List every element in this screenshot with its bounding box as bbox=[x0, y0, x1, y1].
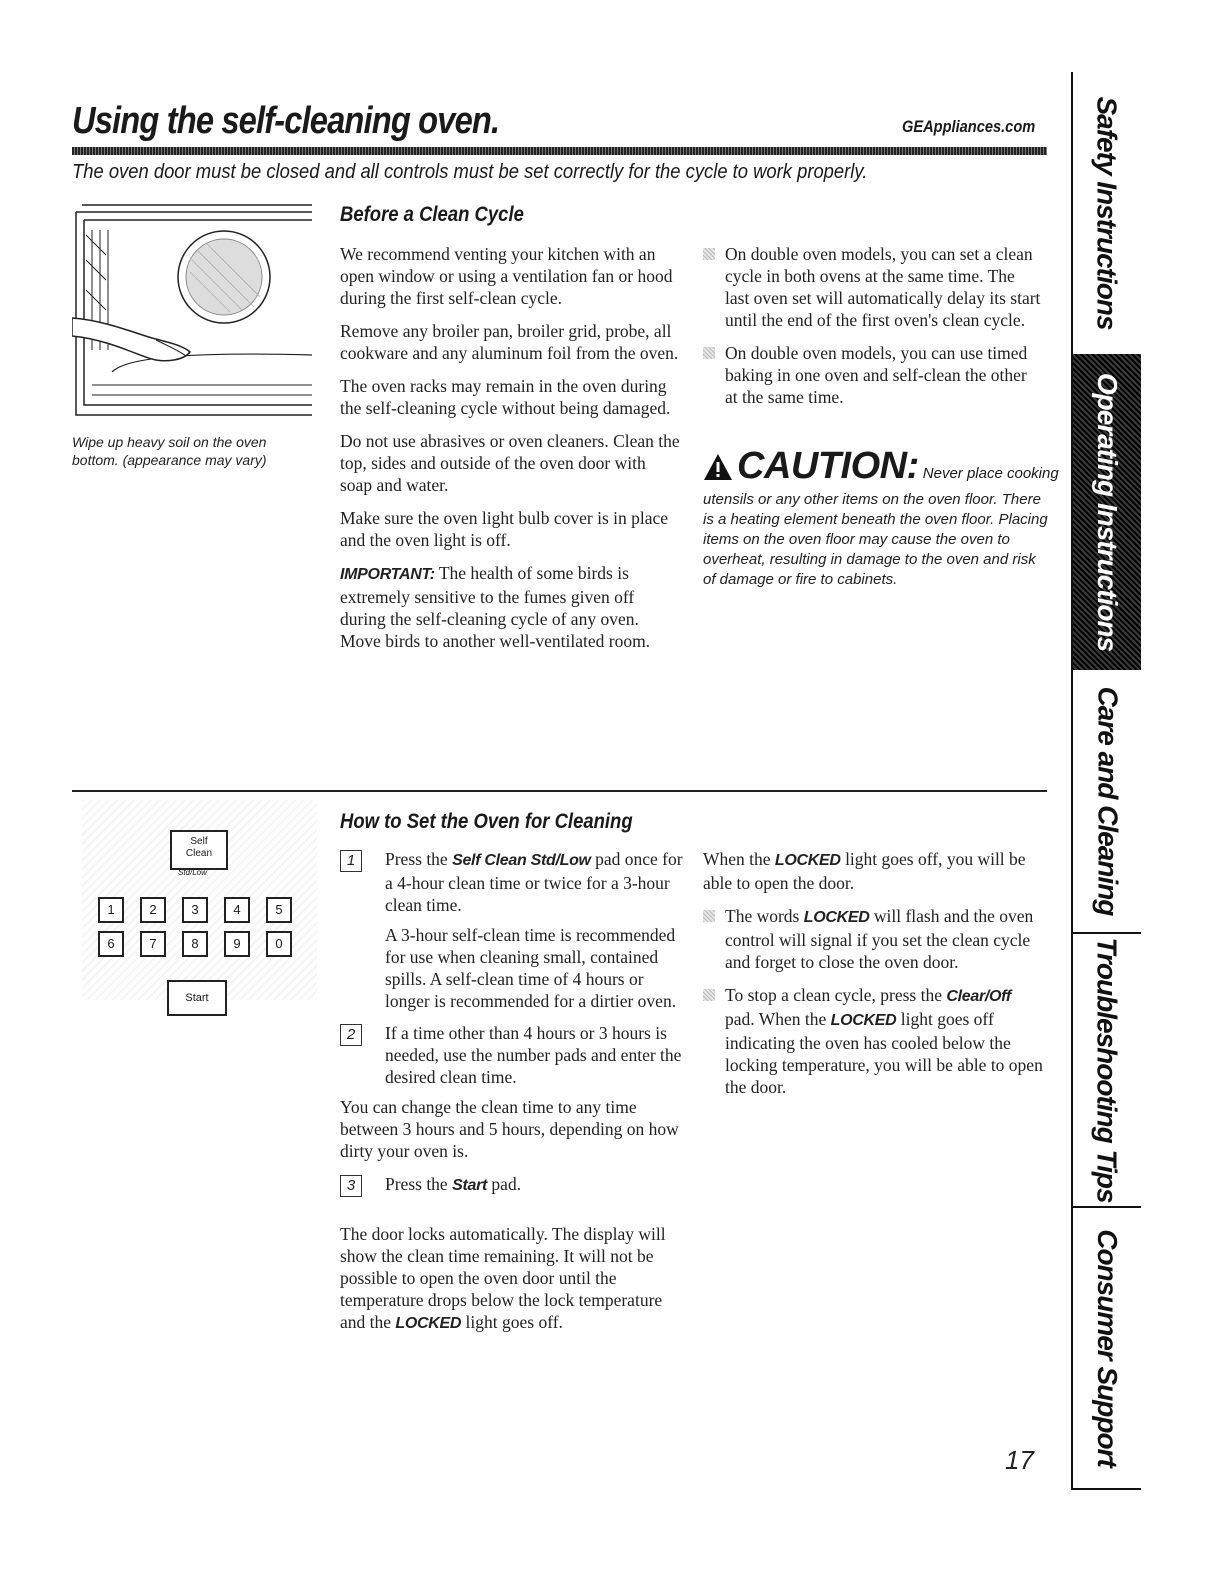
tab-bottom-rule bbox=[1071, 1488, 1141, 1490]
page-title: Using the self-cleaning oven. bbox=[72, 100, 500, 142]
caution-text: utensils or any other items on the oven floor. There is a heating element beneath the oven floor. Placing items on the oven floor may cause the oven to overheat, resulting in damage to the oven and risk of damage or fire to cabinets. bbox=[703, 491, 1048, 588]
how-to-column-left bbox=[340, 848, 685, 1346]
tab-care-and-cleaning[interactable]: Care and Cleaning bbox=[1071, 670, 1141, 932]
before-clean-column-right bbox=[703, 243, 1043, 419]
how-to-column-right: When the LOCKED light goes off, you will be able to open the door. The words LOCKED will flash and the oven control will signal if you set the clean cycle and forget to close the oven door. To stop a clean cycle, press the Clear/Off pad. When the LOCKED light goes off indicating the oven has cooled below the locking temperature, you will be able to open the door. bbox=[703, 849, 1043, 1097]
important-label: IMPORTANT: bbox=[340, 566, 435, 583]
change-time-text: You can change the clean time to any time between 3 hours and 5 hours, depending on how dirty your oven is. bbox=[340, 1097, 679, 1161]
tab-consumer-support[interactable]: Consumer Support bbox=[1071, 1208, 1141, 1488]
site-url[interactable]: GEAppliances.com bbox=[902, 117, 1036, 136]
caution-block bbox=[703, 445, 1059, 590]
warning-icon bbox=[703, 453, 733, 486]
number-key-0[interactable]: 0 bbox=[266, 931, 292, 957]
step-2-number: 2 bbox=[340, 1024, 362, 1046]
start-key[interactable]: Start bbox=[167, 980, 227, 1016]
number-key-5[interactable]: 5 bbox=[266, 897, 292, 923]
double-oven-bullet-1: On double oven models, you can set a clean cycle in both ovens at the same time. The last oven set will automatically delay its start until the end of the first oven's clean cycle. bbox=[703, 243, 1043, 331]
before-clean-column-left: We recommend venting your kitchen with an open window or using a ventilation fan or hood during the first self-clean cycle. Remove any broiler pan, broiler grid, probe, all cookware and any aluminum foil from the oven. The oven racks may remain in the oven during the self-cleaning cycle without being damaged. Do not use abrasives or oven cleaners. Clean the top, sides and outside of the oven door with soap and water. Make sure the oven light bulb cover is in place and the oven light is off. IMPORTANT: The health of some birds is extremely sensitive to the fumes given off during the self-cleaning cycle of any oven. Move birds to another well-ventilated room. bbox=[340, 244, 680, 651]
number-key-6[interactable]: 6 bbox=[98, 931, 124, 957]
illustration-caption: Wipe up heavy soil on the oven bottom. (appearance may vary) bbox=[72, 434, 267, 468]
oven-illustration bbox=[72, 200, 317, 430]
number-key-9[interactable]: 9 bbox=[224, 931, 250, 957]
double-oven-bullet-2: On double oven models, you can use timed baking in one oven and self-clean the other at the same time. bbox=[703, 342, 1043, 408]
locked-flash-bullet: The words LOCKED will flash and the oven control will signal if you set the clean cycle and forget to close the oven door. bbox=[703, 905, 1043, 973]
keypad-illustration bbox=[82, 800, 317, 1004]
step-3-number: 3 bbox=[340, 1175, 362, 1197]
self-clean-key[interactable]: Self Clean bbox=[170, 830, 228, 870]
before-clean-heading: Before a Clean Cycle bbox=[340, 203, 524, 226]
how-to-heading: How to Set the Oven for Cleaning bbox=[340, 810, 633, 833]
section-divider bbox=[72, 790, 1047, 792]
caution-heading: CAUTION: bbox=[737, 445, 919, 487]
page-number: 17 bbox=[1005, 1445, 1034, 1475]
number-key-2[interactable]: 2 bbox=[140, 897, 166, 923]
step-2: 2 If a time other than 4 hours or 3 hours is needed, use the number pads and enter the desired clean time. bbox=[340, 1022, 685, 1088]
door-locks-text: The door locks automatically. The display will show the clean time remaining. It will not be possible to open the oven door until the temperature drops below the lock temperature and the LOCKED light goes off. bbox=[340, 1224, 666, 1332]
number-key-1[interactable]: 1 bbox=[98, 897, 124, 923]
number-key-8[interactable]: 8 bbox=[182, 931, 208, 957]
tab-troubleshooting-tips[interactable]: Troubleshooting Tips bbox=[1071, 934, 1141, 1206]
number-key-3[interactable]: 3 bbox=[182, 897, 208, 923]
stop-clean-bullet: To stop a clean cycle, press the Clear/Off pad. When the LOCKED light goes off indicating the oven has cooled below the locking temperature, you will be able to open the door. bbox=[703, 984, 1043, 1098]
tab-safety-instructions[interactable]: Safety Instructions bbox=[1071, 72, 1141, 354]
std-low-label: Std/Low bbox=[178, 868, 207, 877]
step-1-note: A 3-hour self-clean time is recommended for use when cleaning small, contained spills. A self-clean time of 4 hours or longer is recommended for a dirtier oven. bbox=[385, 925, 677, 1011]
intro-sentence: The oven door must be closed and all controls must be set correctly for the cycle to work properly. bbox=[72, 161, 868, 183]
step-3: 3 Press the Start pad. bbox=[340, 1173, 685, 1197]
tab-operating-instructions[interactable]: Operating Instructions bbox=[1071, 354, 1141, 670]
header-rule bbox=[72, 147, 1047, 155]
number-key-4[interactable]: 4 bbox=[224, 897, 250, 923]
step-1: 1 Press the Self Clean Std/Low pad once for a 4-hour clean time or twice for a 3-hour clean time. bbox=[340, 848, 685, 916]
step-1-number: 1 bbox=[340, 850, 362, 872]
number-key-7[interactable]: 7 bbox=[140, 931, 166, 957]
caution-lead: Never place cooking bbox=[922, 465, 1059, 482]
